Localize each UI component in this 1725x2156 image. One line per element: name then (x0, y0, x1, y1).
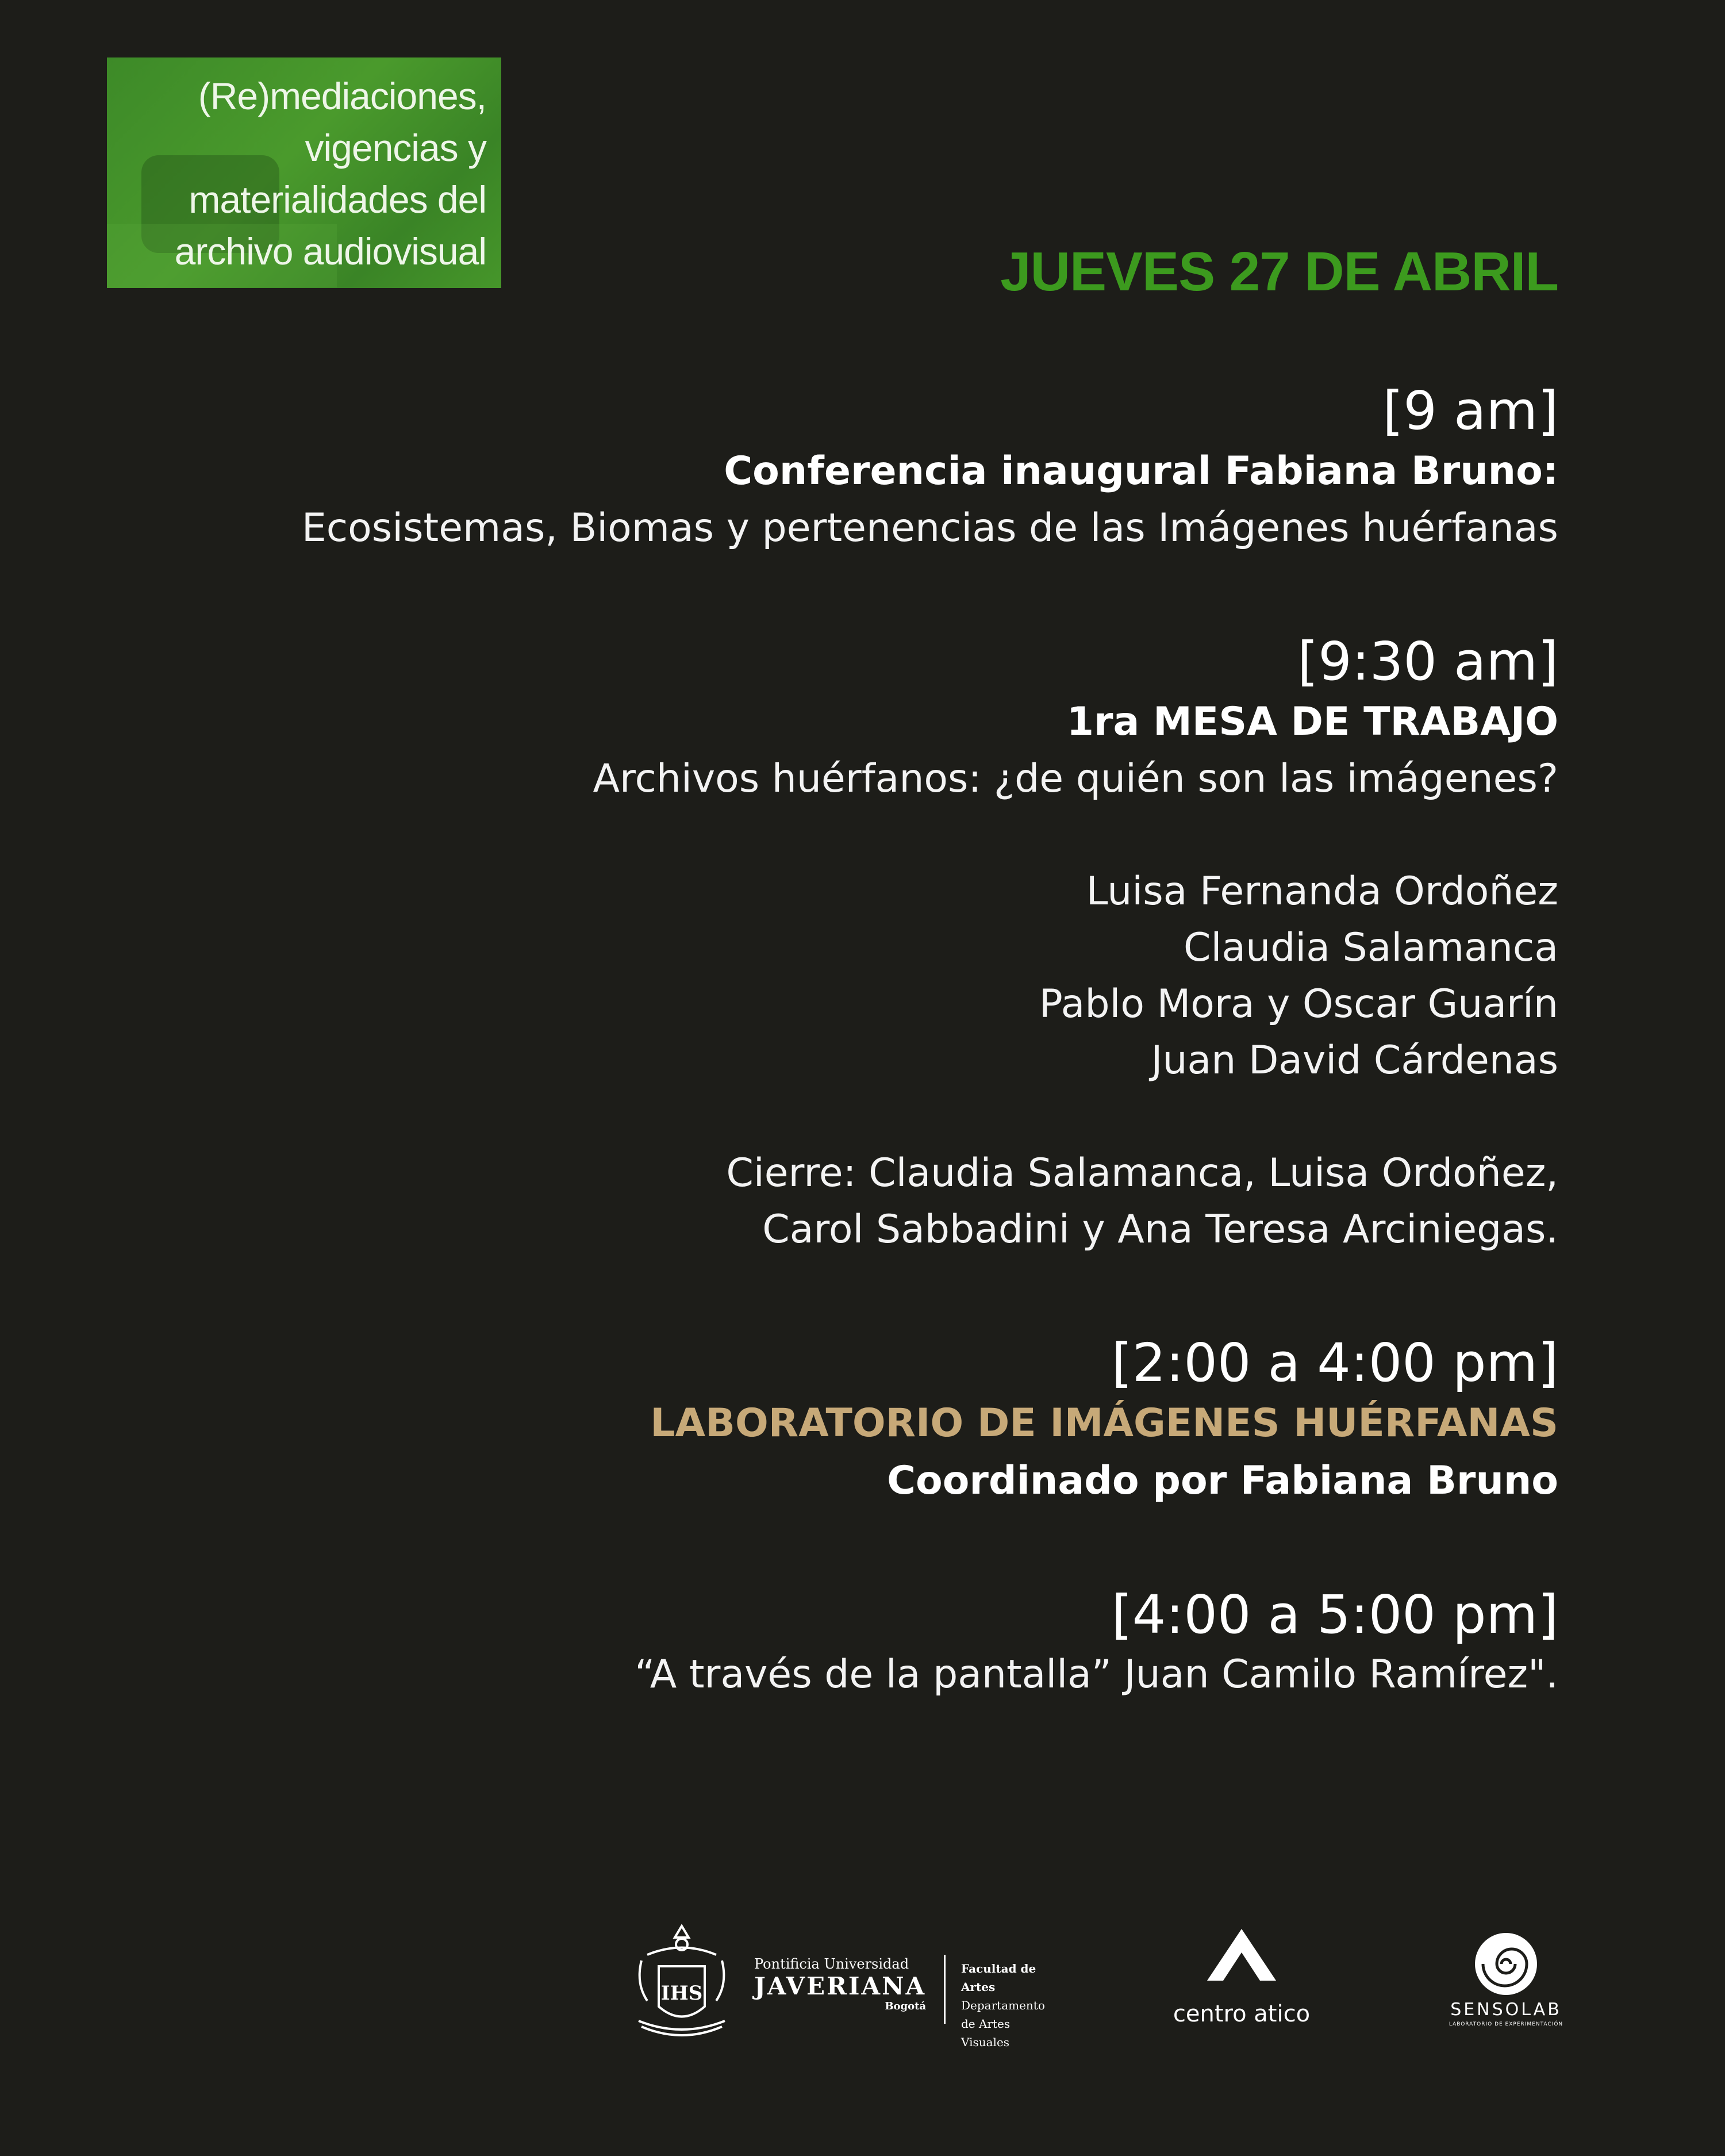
atico-chevron-icon (1173, 1926, 1311, 1995)
speaker-name: Claudia Salamanca (1184, 925, 1558, 970)
javeriana-name (754, 1956, 926, 2012)
event-title (175, 70, 486, 277)
javeriana-faculty (961, 1959, 1061, 2051)
svg-text:IHS: IHS (660, 1982, 703, 2005)
javeriana-title: JAVERIANA (754, 1972, 927, 2000)
faculty-line: de Artes Visuales (961, 2017, 1011, 2049)
centro-atico-logo (1173, 1926, 1311, 2030)
session-subtitle: Ecosistemas, Biomas y pertenencias de las Imágenes huérfanas (301, 505, 1558, 551)
session-time: [4:00 a 5:00 pm] (1111, 1584, 1558, 1645)
closing-line: Carol Sabbadini y Ana Teresa Arciniegas. (762, 1207, 1558, 1252)
session-laboratorio (6, 1332, 1558, 1510)
session-heading: LABORATORIO DE IMÁGENES HUÉRFANAS (650, 1401, 1558, 1446)
event-title-line: materialidades del (189, 178, 486, 221)
session-heading: 1ra MESA DE TRABAJO (1066, 699, 1558, 745)
session-subtitle: Archivos huérfanos: ¿de quién son las imágenes? (593, 756, 1558, 801)
event-title-box (107, 57, 501, 288)
speaker-name: Juan David Cárdenas (1151, 1038, 1558, 1083)
session-time: [9 am] (1382, 380, 1558, 442)
javeriana-shield-icon (624, 1920, 739, 2047)
session-mesa (6, 630, 1558, 1258)
logo-divider (944, 1955, 946, 2024)
session-heading: Conferencia inaugural Fabiana Bruno: (724, 448, 1558, 494)
event-title-line: archivo audiovisual (174, 230, 486, 273)
event-date: JUEVES 27 DE ABRIL (1000, 241, 1558, 302)
sensolab-shell-icon (1437, 1932, 1575, 1998)
session-subtitle: “A través de la pantalla” Juan Camilo Ramírez". (635, 1652, 1558, 1697)
javeriana-logo (624, 1920, 1061, 2053)
speaker-name: Pablo Mora y Oscar Guarín (1039, 981, 1558, 1027)
sensolab-name: SENSOLAB (1450, 2000, 1562, 2020)
closing-line: Cierre: Claudia Salamanca, Luisa Ordoñez, (726, 1150, 1558, 1196)
session-pantalla (6, 1583, 1558, 1703)
atico-name: centro atico (1173, 2001, 1311, 2027)
event-title-line: (Re)mediaciones, (198, 75, 486, 117)
sensolab-logo (1437, 1932, 1575, 2030)
schedule (6, 379, 1558, 1703)
session-time: [2:00 a 4:00 pm] (1111, 1332, 1558, 1394)
session-inaugural (6, 379, 1558, 557)
speaker-name: Luisa Fernanda Ordoñez (1086, 869, 1558, 914)
event-title-line: vigencias y (305, 126, 486, 169)
javeriana-line1: Pontificia Universidad (754, 1956, 909, 1972)
sensolab-subtitle: LABORATORIO DE EXPERIMENTACIÓN (1449, 2021, 1563, 2027)
faculty-line: Departamento (961, 1998, 1045, 2012)
sponsor-logos (0, 1909, 1725, 2058)
session-subheading: Coordinado por Fabiana Bruno (887, 1458, 1558, 1503)
session-time: [9:30 am] (1297, 631, 1558, 692)
javeriana-city: Bogotá (885, 2000, 927, 2012)
faculty-line: Facultad de Artes (961, 1962, 1036, 1994)
